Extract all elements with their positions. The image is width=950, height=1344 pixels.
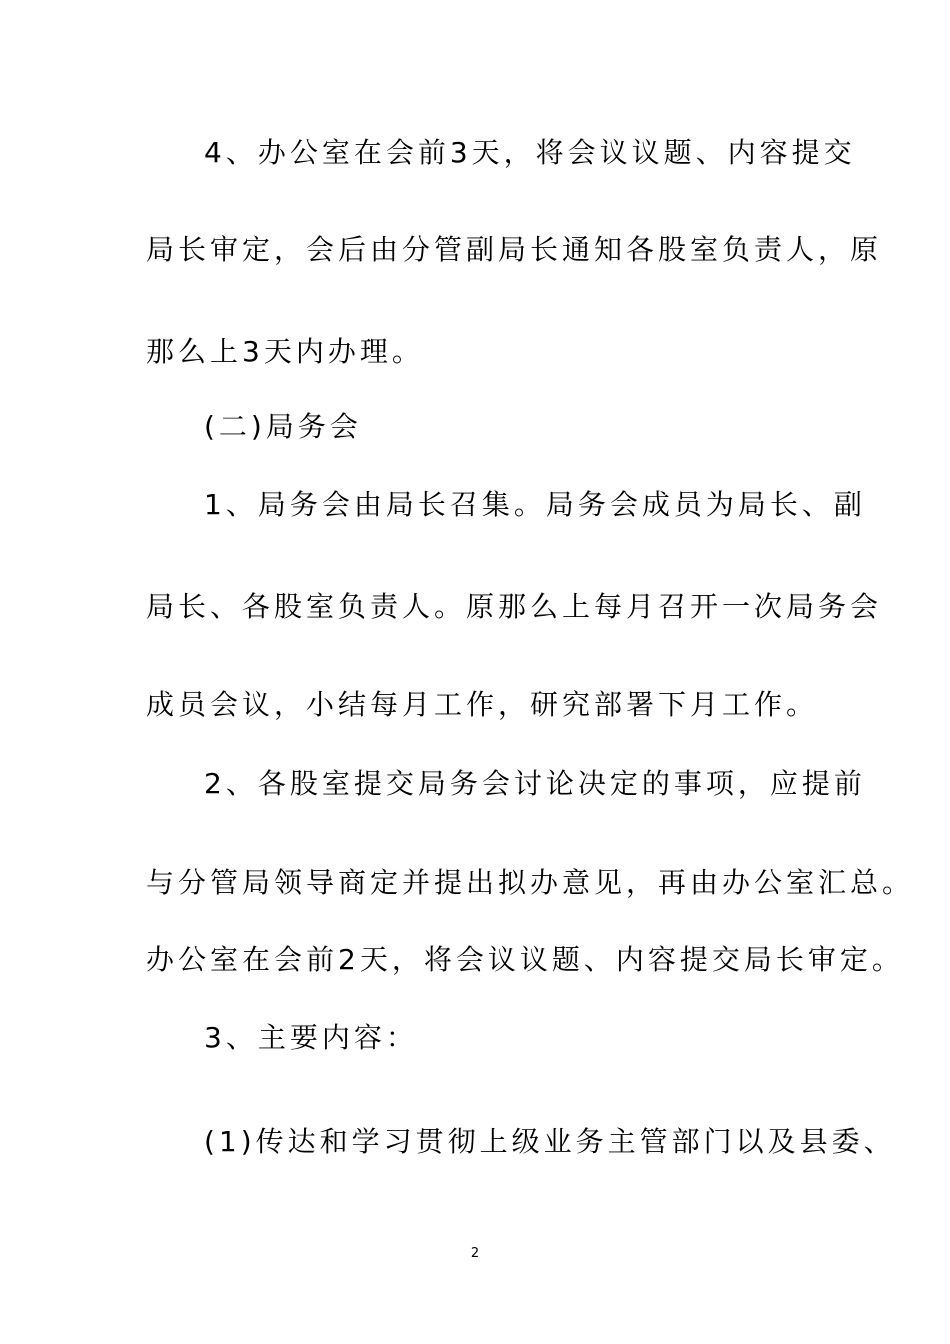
paragraph-line-8: 与分管局领导商定并提出拟办意见，再由办公室汇总。 <box>146 866 915 899</box>
paragraph-line-1: 4、办公室在会前3天，将会议议题、内容提交 <box>204 136 856 169</box>
paragraph-line-6: 成员会议，小结每月工作，研究部署下月工作。 <box>146 688 819 721</box>
paragraph-line-3: 那么上3天内办理。 <box>146 335 424 368</box>
paragraph-line-7: 2、各股室提交局务会讨论决定的事项，应提前 <box>204 767 866 800</box>
paragraph-line-4: 1、局务会由局长召集。局务会成员为局长、副 <box>204 488 866 521</box>
section-heading: (二)局务会 <box>204 410 362 443</box>
paragraph-line-5: 局长、各股室负责人。原那么上每月召开一次局务会 <box>146 590 883 623</box>
paragraph-line-2: 局长审定，会后由分管副局长通知各股室负责人，原 <box>146 233 883 266</box>
list-item-1: (1)传达和学习贯彻上级业务主管部门以及县委、 <box>204 1125 896 1158</box>
list-heading: 3、主要内容： <box>204 1021 418 1054</box>
paragraph-line-9: 办公室在会前2天，将会议议题、内容提交局长审定。 <box>146 943 904 976</box>
page-number: 2 <box>470 1246 480 1261</box>
